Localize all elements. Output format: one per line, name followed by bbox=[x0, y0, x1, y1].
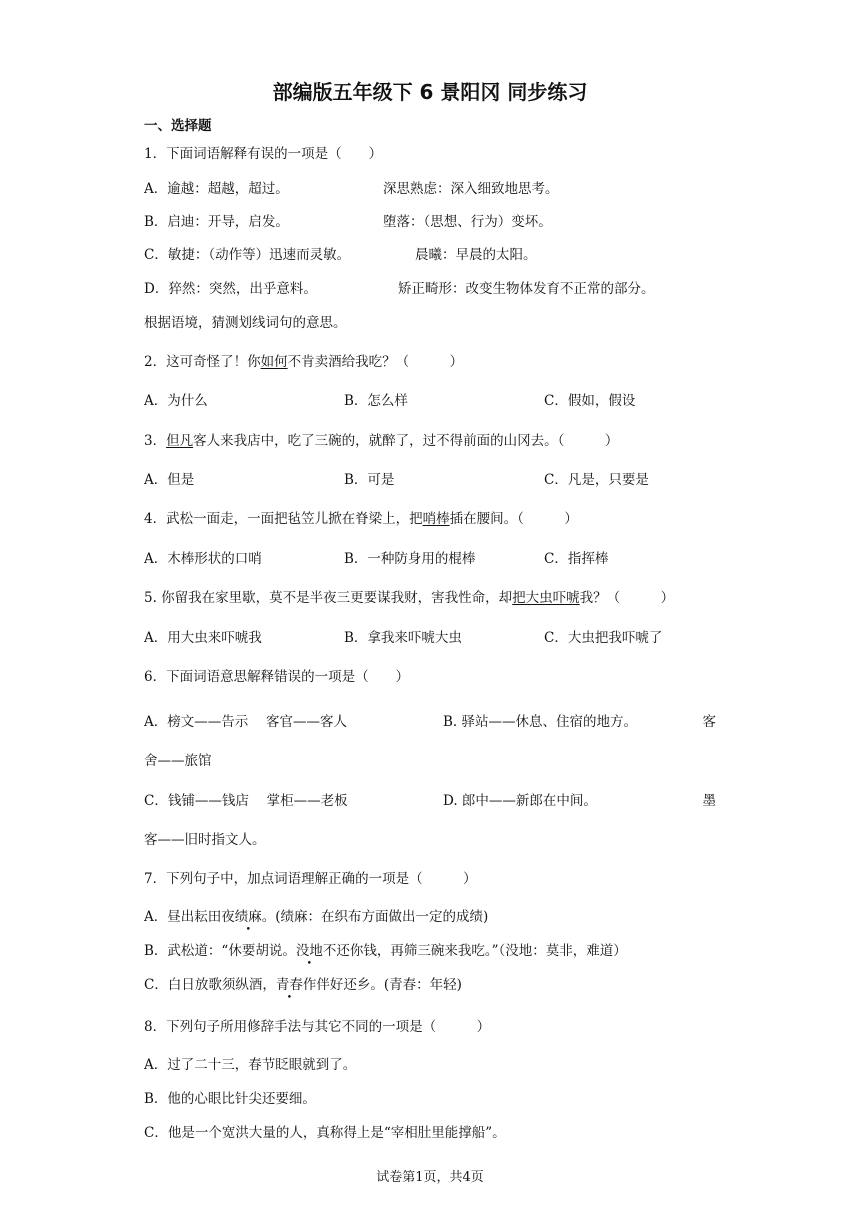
q6-option-b-wrap: 客 bbox=[702, 714, 716, 730]
q2-option-b: B．怎么样 bbox=[344, 393, 408, 409]
q6-option-d: D. 郎中——新郎在中间。 bbox=[443, 793, 597, 809]
q3-option-a: A．但是 bbox=[144, 472, 195, 488]
q4-option-a: A．木棒形状的口哨 bbox=[144, 551, 262, 567]
q1-option-a-second: 深思熟虑：深入细致地思考。 bbox=[383, 181, 559, 197]
q6-option-d-continued: 客——旧时指文人。 bbox=[144, 832, 266, 848]
q3-option-c: C．凡是，只要是 bbox=[544, 472, 649, 488]
question-2-stem: 2．这可奇怪了！你如何不肯卖酒给我吃？（ ） bbox=[144, 354, 464, 370]
q1-option-a: A．逾越：超越，超过。 bbox=[144, 181, 289, 197]
q7-option-a: A．昼出耘田夜绩麻。(绩麻：在织布方面做出一定的成绩) bbox=[144, 909, 489, 925]
q4-option-b: B．一种防身用的棍棒 bbox=[344, 551, 476, 567]
question-1-stem: 1．下面词语解释有误的一项是（ ） bbox=[144, 146, 383, 162]
q1-option-c: C．敏捷：（动作等）迅速而灵敏。 bbox=[144, 247, 351, 263]
q2-option-c: C．假如，假设 bbox=[544, 393, 636, 409]
q1-option-b-second: 堕落：（思想、行为）变坏。 bbox=[383, 214, 552, 230]
question-4-stem: 4．武松一面走，一面把毡笠儿掀在脊梁上，把哨棒插在腰间。（ ） bbox=[144, 511, 578, 527]
q2-option-a: A．为什么 bbox=[144, 393, 208, 409]
q5-option-c: C．大虫把我吓唬了 bbox=[544, 630, 663, 646]
q6-option-d-wrap: 墨 bbox=[702, 793, 716, 809]
underlined-phrase: 但凡 bbox=[166, 433, 194, 449]
q1-option-d: D．猝然：突然，出乎意料。 bbox=[144, 281, 317, 297]
underlined-phrase: 把大虫吓唬 bbox=[512, 590, 580, 606]
dotted-word: 没地 bbox=[295, 943, 323, 959]
q6-option-b: B. 驿站——休息、住宿的地方。 bbox=[443, 714, 638, 730]
page-title: 部编版五年级下 6 景阳冈 同步练习 bbox=[272, 80, 588, 104]
q8-option-c: C．他是一个宽洪大量的人，真称得上是“宰相肚里能撑船”。 bbox=[144, 1125, 506, 1141]
dotted-word: 青春 bbox=[275, 977, 303, 993]
question-8-stem: 8．下列句子所用修辞手法与其它不同的一项是（ ） bbox=[144, 1019, 491, 1035]
question-7-stem: 7．下列句子中，加点词语理解正确的一项是（ ） bbox=[144, 871, 477, 887]
q1-option-b: B．启迪：开导，启发。 bbox=[144, 214, 289, 230]
q6-option-c: C．钱铺——钱店 掌柜——老板 bbox=[144, 793, 348, 809]
instruction-text: 根据语境，猜测划线词句的意思。 bbox=[144, 315, 347, 331]
question-3-stem: 3．但凡客人来我店中，吃了三碗的，就醉了，过不得前面的山冈去。（ ） bbox=[144, 433, 619, 449]
q1-option-c-second: 晨曦：早晨的太阳。 bbox=[415, 247, 537, 263]
q6-option-b-continued: 舍——旅馆 bbox=[144, 753, 212, 769]
q3-option-b: B．可是 bbox=[344, 472, 395, 488]
q7-option-b: B．武松道：“休要胡说。没地不还你钱，再筛三碗来我吃。”（没地：莫非，难道） bbox=[144, 943, 627, 959]
q4-option-c: C．指挥棒 bbox=[544, 551, 609, 567]
underlined-phrase: 哨棒 bbox=[422, 511, 450, 527]
q1-option-d-second: 矫正畸形：改变生物体发育不正常的部分。 bbox=[398, 281, 655, 297]
page-footer: 试卷第1页，共4页 bbox=[376, 1170, 484, 1185]
q6-option-a: A．榜文——告示 客官——客人 bbox=[144, 714, 348, 730]
question-5-stem: 5. 你留我在家里歇，莫不是半夜三更要谋我财，害我性命，却把大虫吓唬我？（ ） bbox=[144, 590, 675, 606]
dotted-word: 绩麻 bbox=[234, 909, 262, 925]
q5-option-b: B．拿我来吓唬大虫 bbox=[344, 630, 462, 646]
underlined-phrase: 如何 bbox=[260, 354, 288, 370]
q8-option-b: B．他的心眼比针尖还要细。 bbox=[144, 1091, 316, 1107]
q8-option-a: A．过了二十三，春节眨眼就到了。 bbox=[144, 1057, 357, 1073]
section-heading: 一、选择题 bbox=[144, 118, 212, 134]
q5-option-a: A．用大虫来吓唬我 bbox=[144, 630, 262, 646]
question-6-stem: 6．下面词语意思解释错误的一项是（ ） bbox=[144, 669, 410, 685]
q7-option-c: C．白日放歌须纵酒，青春作伴好还乡。(青春：年轻) bbox=[144, 977, 462, 993]
